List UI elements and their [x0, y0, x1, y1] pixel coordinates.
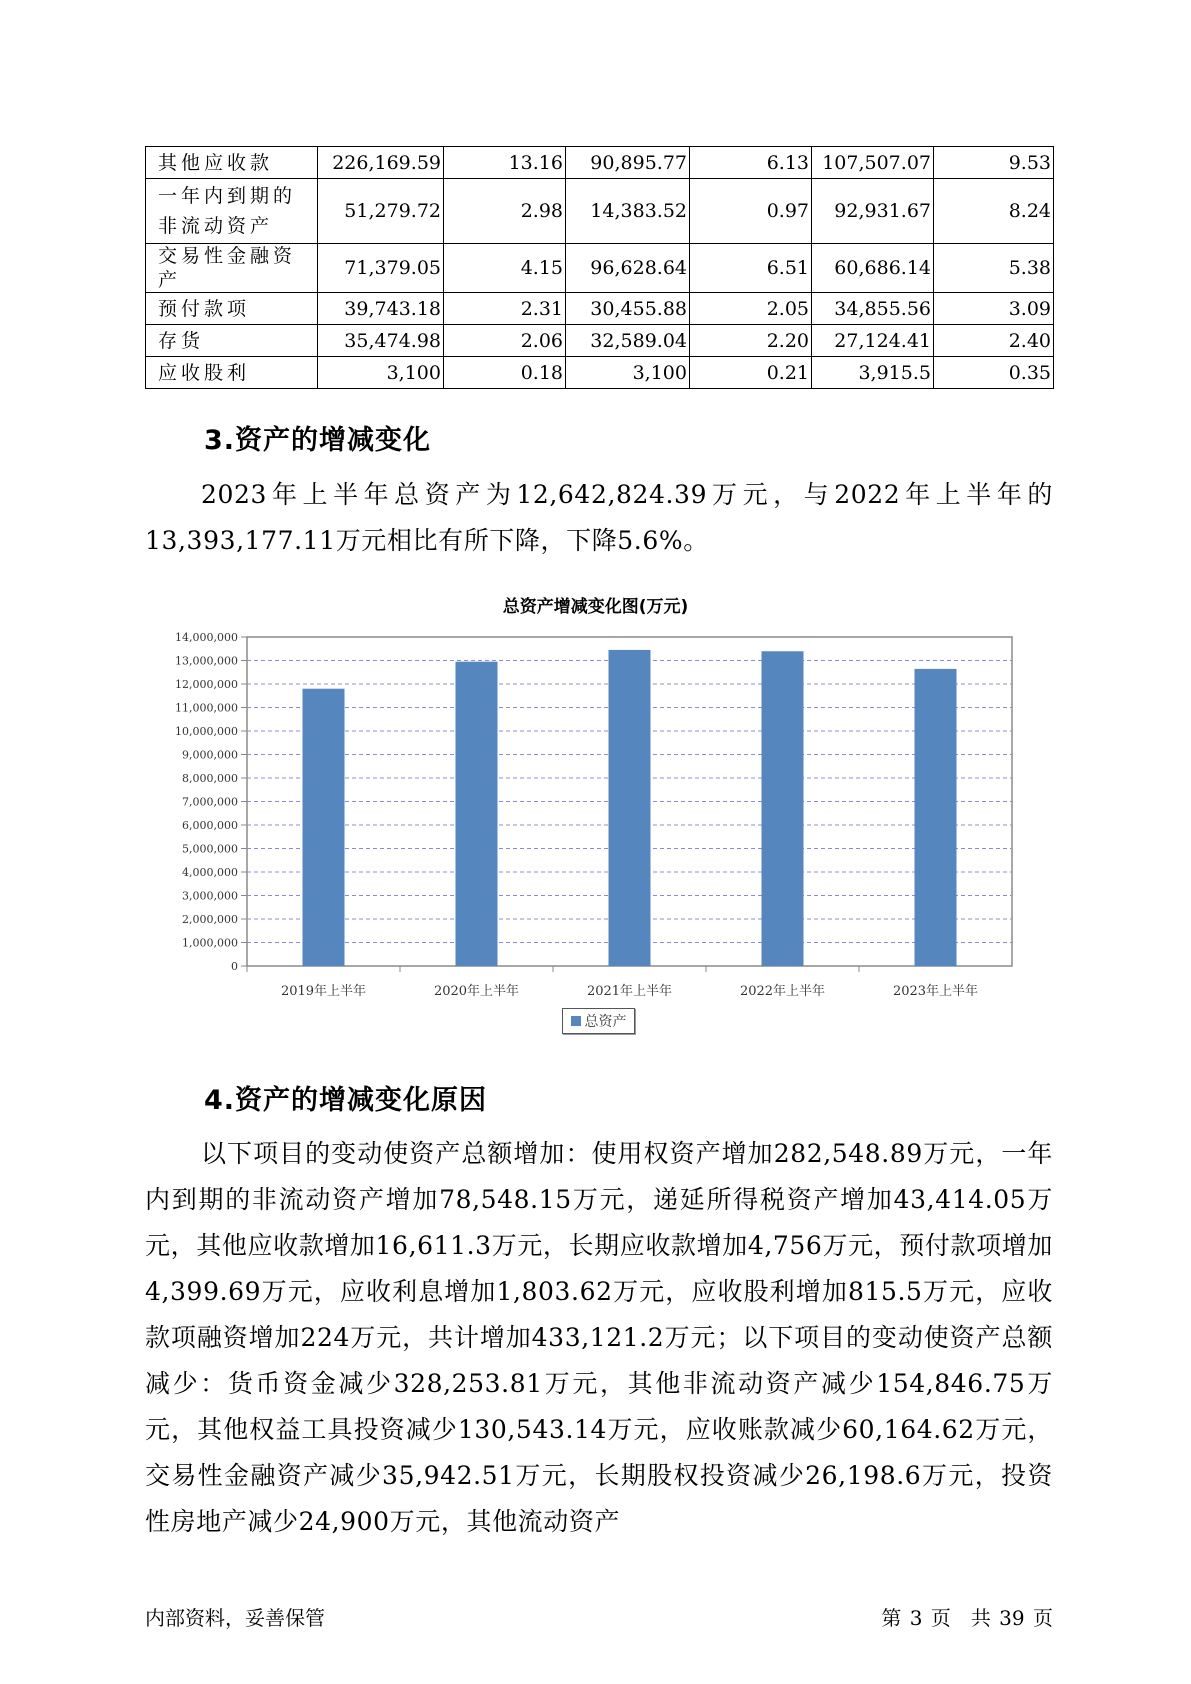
- y-tick-label: 13,000,000: [175, 654, 238, 668]
- cell-value: 35,474.98: [318, 325, 444, 357]
- y-tick-label: 8,000,000: [182, 772, 238, 785]
- cell-value: 34,855.56: [812, 293, 934, 325]
- cell-percent: 4.15: [444, 244, 566, 293]
- footer-page-number: 第 3 页 共 39 页: [881, 1606, 1053, 1630]
- cell-value: 71,379.05: [318, 244, 444, 293]
- cell-percent: 9.53: [934, 147, 1054, 179]
- x-tick-label: 2023年上半年: [892, 984, 979, 999]
- cell-percent: 13.16: [444, 147, 566, 179]
- row-name: 一年内到期的非流动资产: [146, 179, 318, 244]
- y-tick-label: 1,000,000: [182, 936, 238, 950]
- y-tick-label: 3,000,000: [182, 889, 238, 903]
- cell-percent: 0.18: [444, 357, 566, 389]
- y-tick-label: 5,000,000: [182, 842, 238, 856]
- cell-percent: 0.35: [934, 357, 1054, 389]
- chart-legend: [562, 1008, 635, 1034]
- y-tick-label: 11,000,000: [175, 701, 238, 715]
- cell-percent: 2.20: [690, 325, 812, 357]
- cell-value: 27,124.41: [812, 325, 934, 357]
- y-tick-label: 7,000,000: [182, 795, 238, 809]
- cell-value: 39,743.18: [318, 293, 444, 325]
- cell-value: 107,507.07: [812, 147, 934, 179]
- chart-title: 总资产增减变化图(万元): [502, 597, 689, 617]
- cell-value: 96,628.64: [566, 244, 690, 293]
- cell-percent: 2.06: [444, 325, 566, 357]
- cell-value: 226,169.59: [318, 147, 444, 179]
- bar: [609, 650, 651, 966]
- cell-percent: 2.05: [690, 293, 812, 325]
- cell-percent: 2.40: [934, 325, 1054, 357]
- cell-percent: 8.24: [934, 179, 1054, 244]
- cell-percent: 2.31: [444, 293, 566, 325]
- cell-value: 92,931.67: [812, 179, 934, 244]
- cell-value: 32,589.04: [566, 325, 690, 357]
- cell-value: 14,383.52: [566, 179, 690, 244]
- row-name: 其他应收款: [146, 147, 318, 179]
- y-tick-label: 0: [231, 960, 238, 973]
- bar: [915, 669, 957, 966]
- x-tick-label: 2020年上半年: [433, 984, 520, 999]
- cell-percent: 6.51: [690, 244, 812, 293]
- row-name: 应收股利: [146, 357, 318, 389]
- cell-value: 30,455.88: [566, 293, 690, 325]
- y-tick-label: 9,000,000: [182, 748, 238, 762]
- cell-value: 60,686.14: [812, 244, 934, 293]
- x-tick-label: 2022年上半年: [739, 984, 826, 999]
- section3-paragraph: 2023年上半年总资产为12,642,824.39万元，与2022年上半年的13,393,177.11万元相比有所下降，下降5.6%。: [145, 480, 1053, 555]
- cell-value: 3,915.5: [812, 357, 934, 389]
- cell-value: 90,895.77: [566, 147, 690, 179]
- cell-value: 51,279.72: [318, 179, 444, 244]
- footer-confidential: 内部资料，妥善保管: [145, 1606, 325, 1630]
- cell-percent: 2.98: [444, 179, 566, 244]
- cell-percent: 0.21: [690, 357, 812, 389]
- section4-paragraph: 以下项目的变动使资产总额增加：使用权资产增加282,548.89万元，一年内到期的非流动资产增加78,548.15万元，递延所得税资产增加43,414.05万元，其他应收款增加16,611.3万元，长期应收款增加4,756万元，预付款项增加4,399.69万元，应收利息增加1,803.62万元，应收股利增加815.5万元，应收款项融资增加224万元，共计增加433,121.2万元；以下项目的变动使资产总额减少：货币资金减少328,253.81万元，其他非流动资产减少154,846.75万元，其他权益工具投资减少130,543.14万元，应收账款减少60,164.62万元，交易性金融资产减少35,942.51万元，长期股权投资减少26,198.6万元，投资性房地产减少24,900万元，其他流动资产: [145, 1139, 1053, 1536]
- cell-percent: 0.97: [690, 179, 812, 244]
- section3-heading: 3.资产的增减变化: [204, 425, 432, 456]
- section4-heading: 4.资产的增减变化原因: [204, 1085, 488, 1116]
- legend-label: 总资产: [584, 1014, 627, 1030]
- legend-swatch: [571, 1016, 581, 1026]
- cell-value: 3,100: [318, 357, 444, 389]
- cell-percent: 3.09: [934, 293, 1054, 325]
- y-tick-label: 4,000,000: [182, 866, 238, 879]
- y-tick-label: 12,000,000: [175, 678, 238, 691]
- bar: [762, 651, 804, 966]
- bar: [456, 662, 498, 966]
- row-name: 交易性金融资产: [146, 244, 318, 293]
- row-name: 预付款项: [146, 293, 318, 325]
- cell-value: 3,100: [566, 357, 690, 389]
- bar: [303, 689, 345, 966]
- x-tick-label: 2021年上半年: [586, 984, 673, 999]
- cell-percent: 5.38: [934, 244, 1054, 293]
- y-tick-label: 14,000,000: [175, 631, 238, 644]
- x-tick-label: 2019年上半年: [280, 984, 367, 999]
- y-tick-label: 6,000,000: [182, 819, 238, 832]
- cell-percent: 6.13: [690, 147, 812, 179]
- y-tick-label: 10,000,000: [175, 725, 238, 738]
- row-name: 存货: [146, 325, 318, 357]
- y-tick-label: 2,000,000: [182, 913, 238, 926]
